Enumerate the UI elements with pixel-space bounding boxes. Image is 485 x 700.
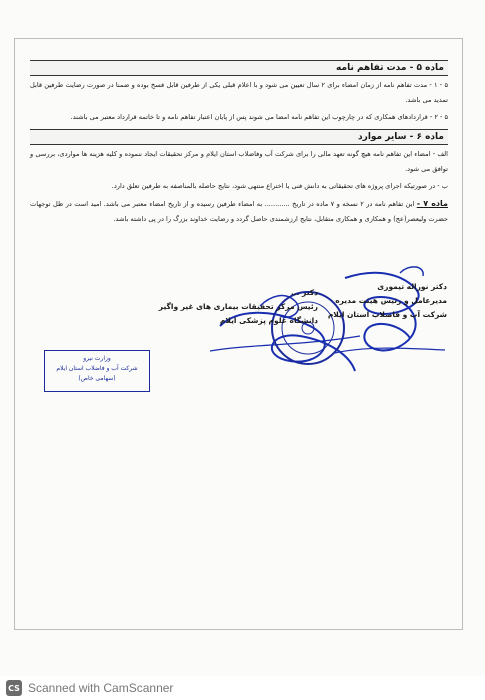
section-7-text: این تفاهم نامه در ۲ نسخه و ۷ ماده در تاریخ ............ به امضاء طرفین رسیده و از تاریخ امضاء معتبر می باشد. امید است در ظل توجهات حضرت ولیعصر(عج) و همکاری و همکاری متقابل، نتایج ارزشمندی حاصل گردد و رضایت خداوند بزرگ را در پی داشته باشد. xyxy=(30,200,448,223)
signer-left-org: دانشگاه علوم پزشکی ایلام xyxy=(219,316,318,325)
stamp-line-2: شرکت آب و فاضلاب استان ایلام xyxy=(56,365,138,372)
document-body xyxy=(30,60,448,227)
section-6-paragraph-2: ب - در صورتیکه اجرای پروژه های تحقیقاتی به دانش فنی یا اختراع منتهی شود، نتایج حاصله بالمناصفه به طرفین تعلق دارد. xyxy=(111,182,448,190)
section-5-paragraph-1: ۵ - ۱ - مدت تفاهم نامه از زمان امضاء برای ۲ سال تعیین می شود و با اعلام قبلی یکی از طرفین قابل فسخ بوده و ضمنا در صورت رضایت طرفین قابل تمدید می باشد. xyxy=(30,81,448,104)
section-7-label: ماده ۷ - xyxy=(416,199,448,208)
section-7-paragraph xyxy=(30,196,448,227)
rectangular-stamp xyxy=(44,350,150,392)
section-5-title: ماده ۵ - مدت تفاهم نامه xyxy=(30,60,448,76)
signer-left-name: دکتر ... xyxy=(290,288,318,297)
signer-left-role: رئیس مرکز تحقیقات بیماری های غیر واگیر xyxy=(158,302,318,311)
stamp-line-1: وزارت نیرو xyxy=(83,355,111,362)
camscanner-logo-icon: CS xyxy=(6,680,22,696)
camscanner-watermark: Scanned with CamScanner xyxy=(28,681,174,695)
signature-area xyxy=(0,258,485,428)
camscanner-footer xyxy=(0,676,485,700)
section-6-title: ماده ۶ - سایر موارد xyxy=(30,129,448,145)
stamp-line-3: (سهامی خاص) xyxy=(78,375,116,382)
signer-right-role: مدیرعامل و رئیس هیئت مدیره xyxy=(335,296,447,305)
signer-right-org: شرکت آب و فاضلاب استان ایلام xyxy=(327,310,447,319)
section-6-paragraph-1: الف - امضاء این تفاهم نامه هیچ گونه تعهد مالی را برای شرکت آب وفاضلاب استان ایلام و مرکز تحقیقات ایجاد ننموده و کلیه هزینه ها مواردی، بررسی و توافق می شود. xyxy=(30,150,448,173)
section-5-paragraph-2: ۵ - ۲ - قراردادهای همکاری که در چارچوب این تفاهم نامه امضا می شوند پس از پایان اعتبار تفاهم نامه و تا خاتمه قرارداد معتبر می باشند. xyxy=(70,113,448,121)
signature-block-left xyxy=(148,286,318,328)
signer-right-name: دکتر نوراله تیموری xyxy=(377,282,447,291)
